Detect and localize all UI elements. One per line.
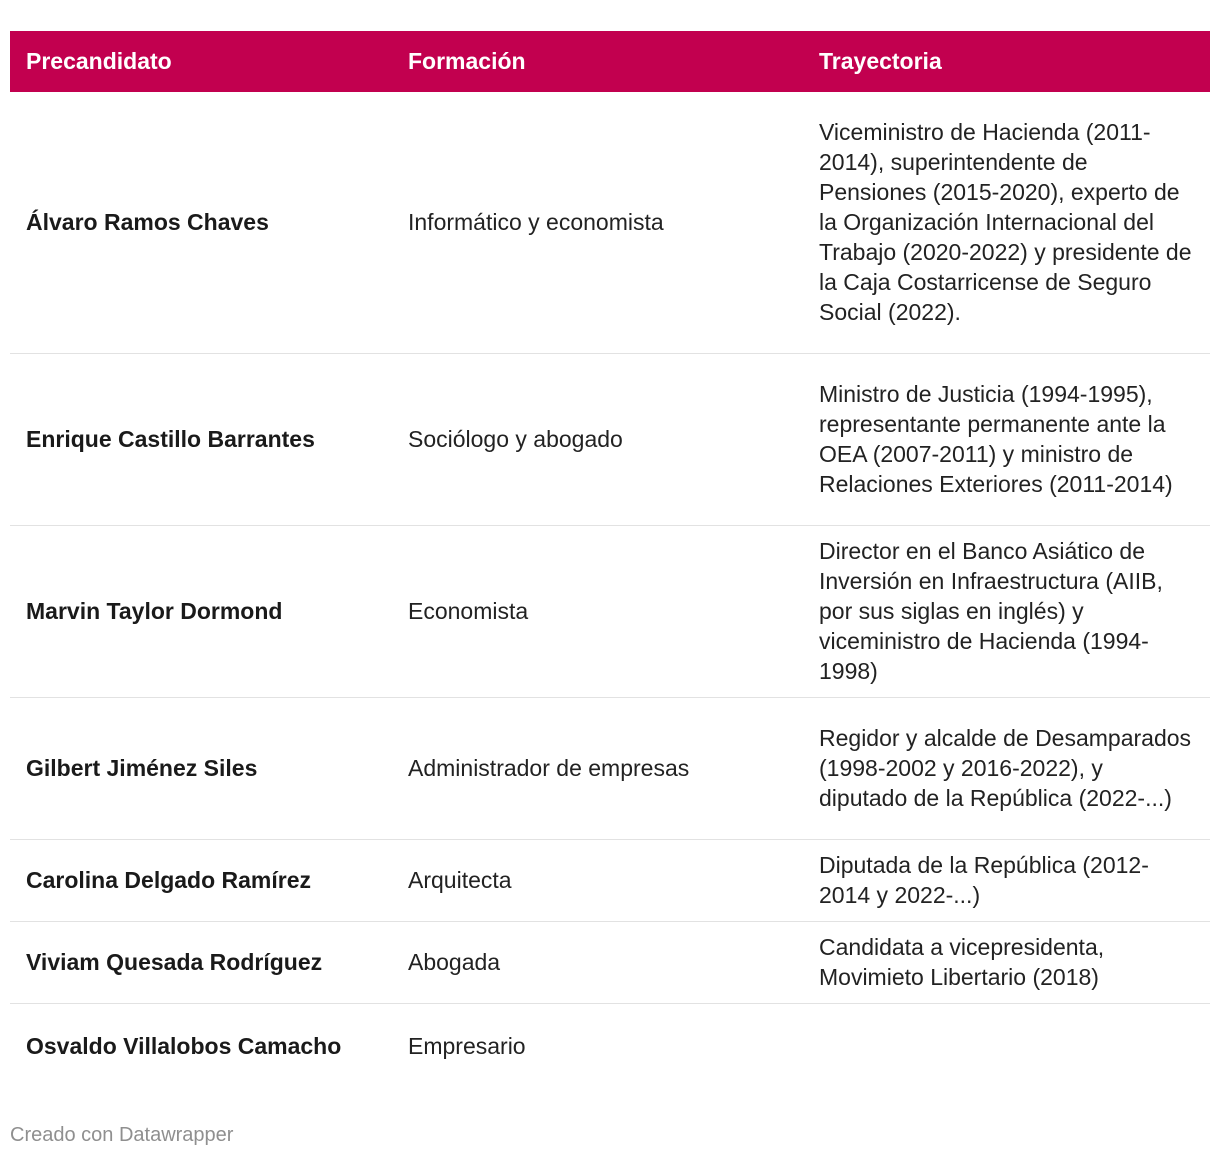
candidate-name: Viviam Quesada Rodríguez — [26, 949, 323, 975]
candidate-formation: Abogada — [408, 949, 501, 975]
candidate-career: Ministro de Justicia (1994-1995), representante permanente ante la OEA (2007-2011) y ministro de Relaciones Exteriores (2011-2014) — [819, 381, 1173, 497]
datawrapper-credit: Creado con Datawrapper — [10, 1124, 234, 1146]
table-row — [10, 921, 1210, 1003]
candidate-career — [803, 1003, 1210, 1089]
candidate-name: Osvaldo Villalobos Camacho — [26, 1033, 342, 1060]
candidate-career: Viceministro de Hacienda (2011-2014), superintendente de Pensiones (2015-2020), experto de la Organización Internacional del Trabajo (2020-2022) y presidente de la Caja Costarricense de Seguro Social (2022). — [819, 119, 1192, 326]
candidate-formation: Arquitecta — [408, 867, 512, 893]
candidate-formation: Empresario — [408, 1033, 526, 1060]
table-row — [10, 839, 1210, 921]
candidate-name: Gilbert Jiménez Siles — [26, 755, 258, 781]
candidate-name: Enrique Castillo Barrantes — [26, 426, 315, 452]
table-row — [10, 525, 1210, 697]
candidate-formation: Informático y economista — [408, 209, 664, 236]
candidates-table — [10, 31, 1210, 1089]
candidate-formation: Administrador de empresas — [408, 755, 690, 781]
candidate-name: Álvaro Ramos Chaves — [26, 209, 269, 236]
header-trayectoria[interactable]: Trayectoria — [819, 48, 942, 74]
candidate-career: Regidor y alcalde de Desamparados (1998-2002 y 2016-2022), y diputado de la República (2022-...) — [819, 725, 1192, 811]
candidates-table-container — [10, 31, 1210, 1089]
table-header-row — [10, 31, 1210, 92]
candidate-formation: Sociólogo y abogado — [408, 426, 623, 452]
table-row — [10, 92, 1210, 353]
candidate-name: Carolina Delgado Ramírez — [26, 867, 312, 893]
header-precandidato[interactable]: Precandidato — [26, 48, 172, 74]
candidate-name: Marvin Taylor Dormond — [26, 598, 283, 624]
candidate-career: Director en el Banco Asiático de Inversión en Infraestructura (AIIB, por sus siglas en inglés) y viceministro de Hacienda (1994-1998) — [819, 538, 1163, 684]
table-row — [10, 697, 1210, 839]
candidate-career: Diputada de la República (2012-2014 y 2022-...) — [819, 852, 1149, 908]
table-row — [10, 1003, 1210, 1089]
table-row — [10, 353, 1210, 525]
header-formacion[interactable]: Formación — [408, 48, 526, 74]
candidate-career: Candidata a vicepresidenta, Movimieto Libertario (2018) — [819, 934, 1105, 990]
candidate-formation: Economista — [408, 598, 529, 624]
